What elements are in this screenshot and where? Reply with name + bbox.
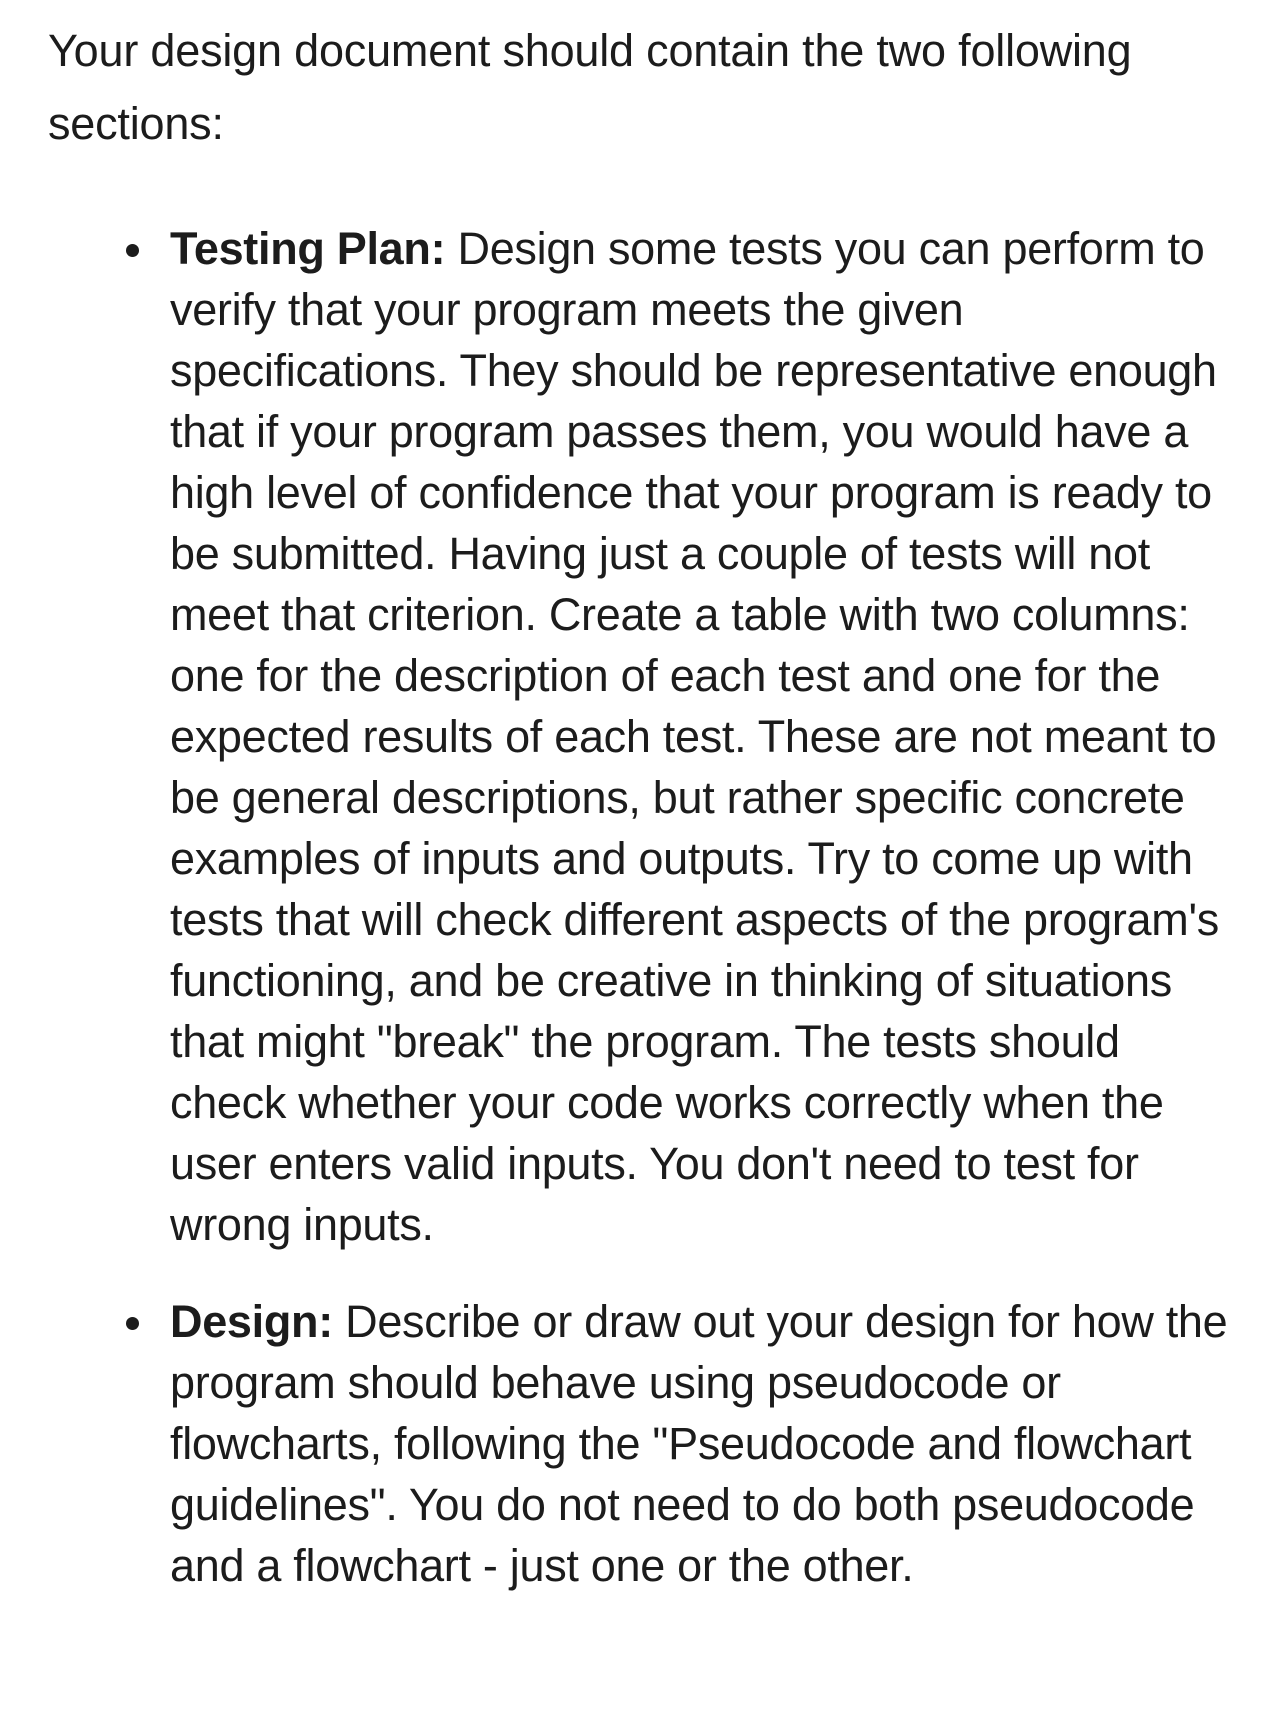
section-term: Testing Plan: — [170, 223, 446, 274]
section-description: Describe or draw out your design for how the program should behave using pseudocode or flowcharts, following the "Pseudocode and flowchart guidelines". You do not need to do both pseudocode and a flowchart - just one or the other. — [170, 1296, 1228, 1591]
section-testing-plan — [48, 218, 1244, 1255]
section-term: Design: — [170, 1296, 333, 1347]
intro-paragraph: Your design document should contain the two following sections: — [48, 25, 1132, 149]
section-description: Design some tests you can perform to verify that your program meets the given specifications. They should be representative enough that if your program passes them, you would have a high level of confidence that your program is ready to be submitted. Having just a couple of tests will not meet that criterion. Create a table with two columns: one for the description of each test and one for the expected results of each test. These are not meant to be general descriptions, but rather specific concrete examples of inputs and outputs. Try to come up with tests that will check different aspects of the program's functioning, and be creative in thinking of situations that might "break" the program. The tests should check whether your code works correctly when the user enters valid inputs. You don't need to test for wrong inputs. — [170, 223, 1219, 1250]
section-design — [48, 1291, 1244, 1596]
sections-list — [48, 218, 1244, 1596]
bullet-icon — [126, 1317, 139, 1330]
bullet-icon — [126, 244, 139, 257]
